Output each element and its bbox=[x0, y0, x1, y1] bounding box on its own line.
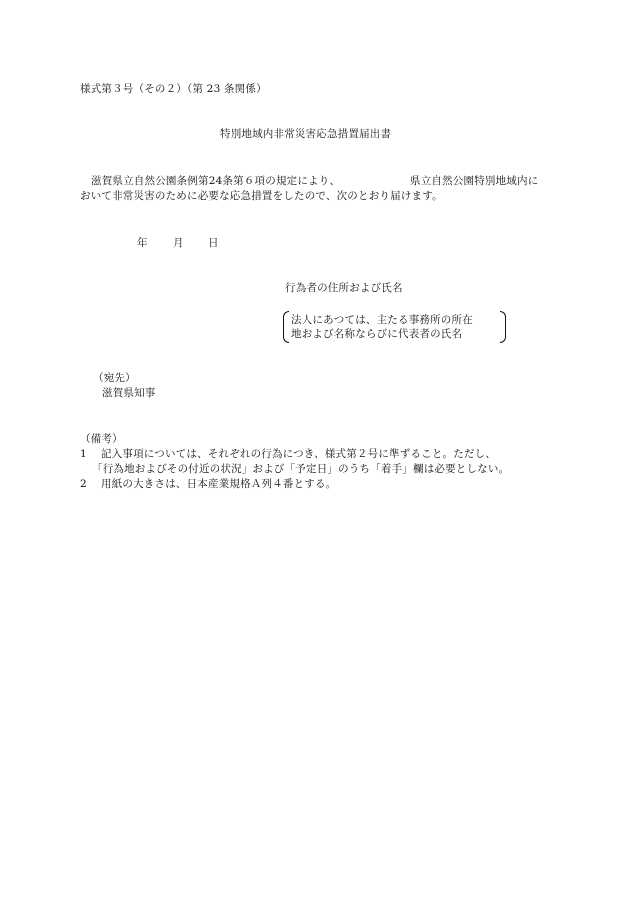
remarks-item2-number: 2 bbox=[80, 478, 87, 490]
remarks-item1-line2: 「行為地およびその付近の状況」および「予定日」のうち「着手」欄は必要としない。 bbox=[92, 463, 510, 475]
remarks-item2-text: 用紙の大きさは、日本産業規格Ａ列４番とする。 bbox=[101, 478, 337, 490]
applicant-note-line1: 法人にあつては、主たる事務所の所在 bbox=[291, 314, 473, 326]
addressee-label: （宛先） bbox=[93, 372, 136, 384]
date-day: 日 bbox=[208, 237, 219, 249]
body-text-line2: おいて非常災害のために必要な応急措置をしたので、次のとおり届けます。 bbox=[80, 190, 443, 202]
body-text-line1-a: 滋賀県立自然公園条例第24条第６項の規定により、 bbox=[91, 175, 341, 187]
date-month: 月 bbox=[173, 237, 184, 249]
document-title: 特別地域内非常災害応急措置届出書 bbox=[220, 128, 392, 140]
left-bracket bbox=[283, 311, 289, 343]
applicant-note-line2: 地および名称ならびに代表者の氏名 bbox=[291, 328, 463, 340]
right-bracket bbox=[500, 311, 506, 343]
body-text-line1-b: 県立自然公園特別地域内に bbox=[410, 175, 539, 187]
form-number: 様式第３号（その２）（第 23 条関係） bbox=[80, 83, 267, 95]
date-year: 年 bbox=[137, 237, 148, 249]
addressee-name: 滋賀県知事 bbox=[102, 387, 156, 399]
remarks-item1-line1: 記入事項については、それぞれの行為につき、様式第２号に準ずること。ただし、 bbox=[101, 448, 497, 460]
applicant-label: 行為者の住所および氏名 bbox=[285, 282, 403, 294]
remarks-item1-number: 1 bbox=[80, 448, 87, 460]
remarks-heading: （備考） bbox=[80, 433, 123, 445]
